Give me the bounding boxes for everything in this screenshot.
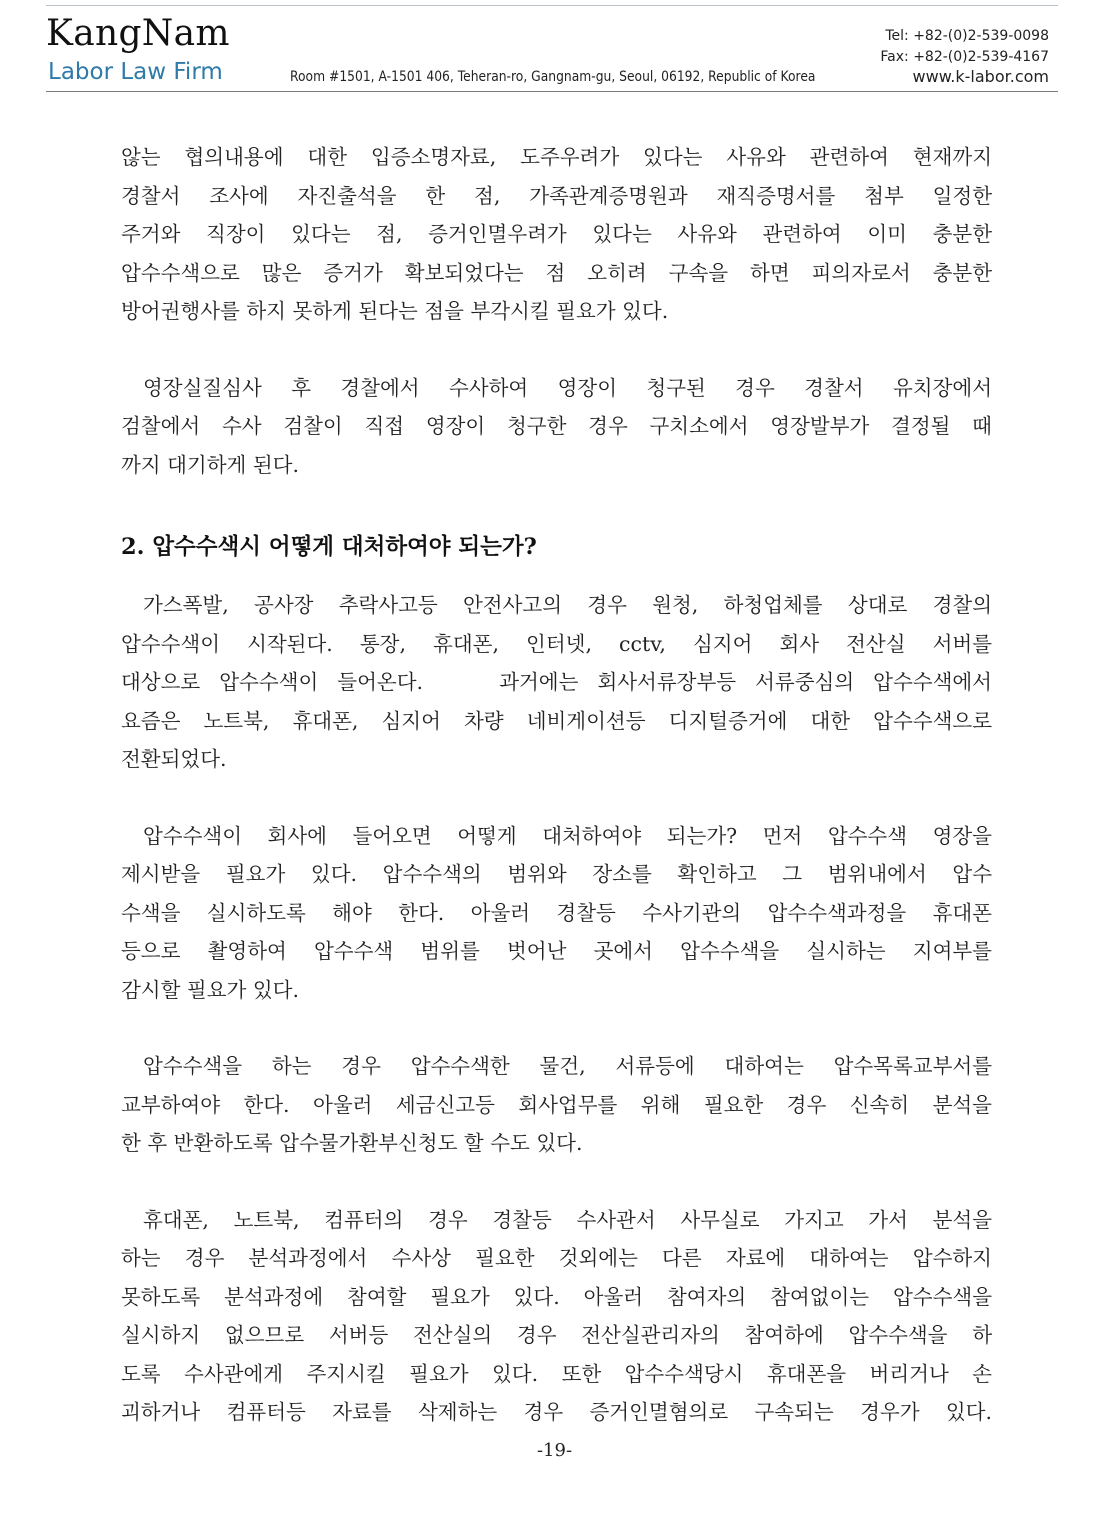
paragraph-continued [121, 138, 992, 331]
text-line: 등으로 촬영하여 압수수색 범위를 벗어난 곳에서 압수수색을 실시하는 지여부를 [121, 939, 992, 963]
text-line: 못하도록 분석과정에 참여할 필요가 있다. 아울러 참여자의 참여없이는 압수수색을 [121, 1284, 992, 1309]
firm-website: www.k-labor.com [912, 67, 1049, 86]
text-line: 요즘은 노트북, 휴대폰, 심지어 차량 네비게이션등 디지털증거에 대한 압수수색으로 [121, 708, 992, 733]
text-line: 감시할 필요가 있다. [121, 977, 299, 1002]
text-line: 휴대폰, 노트북, 컴퓨터의 경우 경찰등 수사관서 사무실로 가지고 가서 분석을 [143, 1207, 992, 1232]
text-line: 교부하여야 한다. 아울러 세금신고등 회사업무를 위해 필요한 경우 신속히 분석을 [121, 1092, 992, 1117]
text-line: 압수수색이 회사에 들어오면 어떻게 대처하여야 되는가? 먼저 압수수색 영장을 [143, 823, 992, 848]
text-line: 괴하거나 컴퓨터등 자료를 삭제하는 경우 증거인멸혐의로 구속되는 경우가 있다. [121, 1400, 992, 1424]
firm-fax: Fax: +82-(0)2-539-4167 [880, 49, 1049, 65]
firm-logo-name: KangNam [46, 13, 230, 54]
text-line: 방어권행사를 하지 못하게 된다는 점을 부각시킬 필요가 있다. [121, 299, 669, 323]
paragraph-search-start [121, 586, 992, 779]
header-top-rule [46, 5, 1058, 6]
paragraph-seizure-list [121, 1047, 992, 1163]
text-line: 전환되었다. [121, 747, 227, 771]
firm-telephone: Tel: +82-(0)2-539-0098 [885, 28, 1049, 44]
text-line: 도록 수사관에게 주지시킬 필요가 있다. 또한 압수수색당시 휴대폰을 버리거나 손 [121, 1361, 992, 1386]
text-line: 않는 협의내용에 대한 입증소명자료, 도주우려가 있다는 사유와 관련하여 현재까지 [121, 145, 992, 169]
paragraph-search-response [121, 817, 992, 1010]
firm-logo-subtitle: Labor Law Firm [48, 59, 223, 85]
header-bottom-rule [46, 91, 1058, 92]
paragraph-warrant-hearing [121, 369, 992, 485]
text-line: 주거와 직장이 있다는 점, 증거인멸우려가 있다는 사유와 관련하여 이미 충분한 [121, 222, 992, 246]
text-line: 실시하지 없으므로 서버등 전산실의 경우 전산실관리자의 참여하에 압수수색을 하 [121, 1323, 992, 1347]
text-line: 가스폭발, 공사장 추락사고등 안전사고의 경우 원청, 하청업체를 상대로 경찰의 [143, 593, 992, 617]
section-heading: 2. 압수수색시 어떻게 대처하여야 되는가? [121, 534, 537, 560]
text-line: 압수수색을 하는 경우 압수수색한 물건, 서류등에 대하여는 압수목록교부서를 [143, 1054, 992, 1078]
text-line: 검찰에서 수사 검찰이 직접 영장이 청구한 경우 구치소에서 영장발부가 결정될 때 [121, 414, 992, 438]
text-line: 경찰서 조사에 자진출석을 한 점, 가족관계증명원과 재직증명서를 첨부 일정한 [121, 183, 992, 208]
firm-address: Room #1501, A-1501 406, Teheran-ro, Gangnam-gu, Seoul, 06192, Republic of Korea [290, 69, 816, 85]
text-line: 수색을 실시하도록 해야 한다. 아울러 경찰등 수사기관의 압수수색과정을 휴대폰 [121, 900, 992, 925]
text-line: 영장실질심사 후 경찰에서 수사하여 영장이 청구된 경우 경찰서 유치장에서 [143, 375, 992, 400]
document-body [121, 138, 992, 1432]
text-line: 까지 대기하게 된다. [121, 452, 299, 477]
text-line: 압수수색이 시작된다. 통장, 휴대폰, 인터넷, cctv, 심지어 회사 전산실 서버를 [121, 631, 992, 656]
text-line: 하는 경우 분석과정에서 수사상 필요한 것외에는 다른 자료에 대하여는 압수하지 [121, 1246, 992, 1270]
paragraph-digital-analysis [121, 1201, 992, 1432]
text-line: 압수수색으로 많은 증거가 확보되었다는 점 오히려 구속을 하면 피의자로서 충분한 [121, 260, 992, 285]
text-line: 제시받을 필요가 있다. 압수수색의 범위와 장소를 확인하고 그 범위내에서 압수 [121, 862, 992, 886]
page-number: -19- [536, 1440, 573, 1461]
text-line: 대상으로 압수수색이 들어온다. 과거에는 회사서류장부등 서류중심의 압수수색에서 [121, 670, 992, 694]
text-line: 한 후 반환하도록 압수물가환부신청도 할 수도 있다. [121, 1131, 583, 1155]
